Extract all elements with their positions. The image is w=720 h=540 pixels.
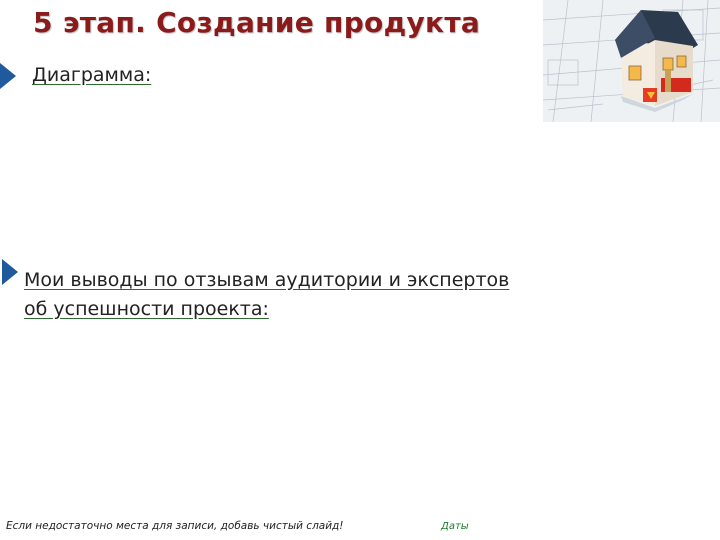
slide-title: 5 этап. Создание продукта [33,6,481,39]
bullet-diagram-label: Диаграмма: [32,64,152,86]
bullet-conclusions-line-1: Мои выводы по отзывам аудитории и экспертов [24,269,510,291]
bullet-conclusions [24,266,509,324]
footer-note: Если недостаточно места для записи, добавь чистый слайд! [6,520,344,532]
bullet-arrow-2 [2,259,18,285]
house-image [543,0,720,122]
bullet-arrow-1 [0,63,16,89]
bullet-conclusions-line-2: об успешности проекта: [24,298,269,320]
footer-date: Даты [441,521,469,532]
house-on-blueprints-icon [543,0,720,122]
